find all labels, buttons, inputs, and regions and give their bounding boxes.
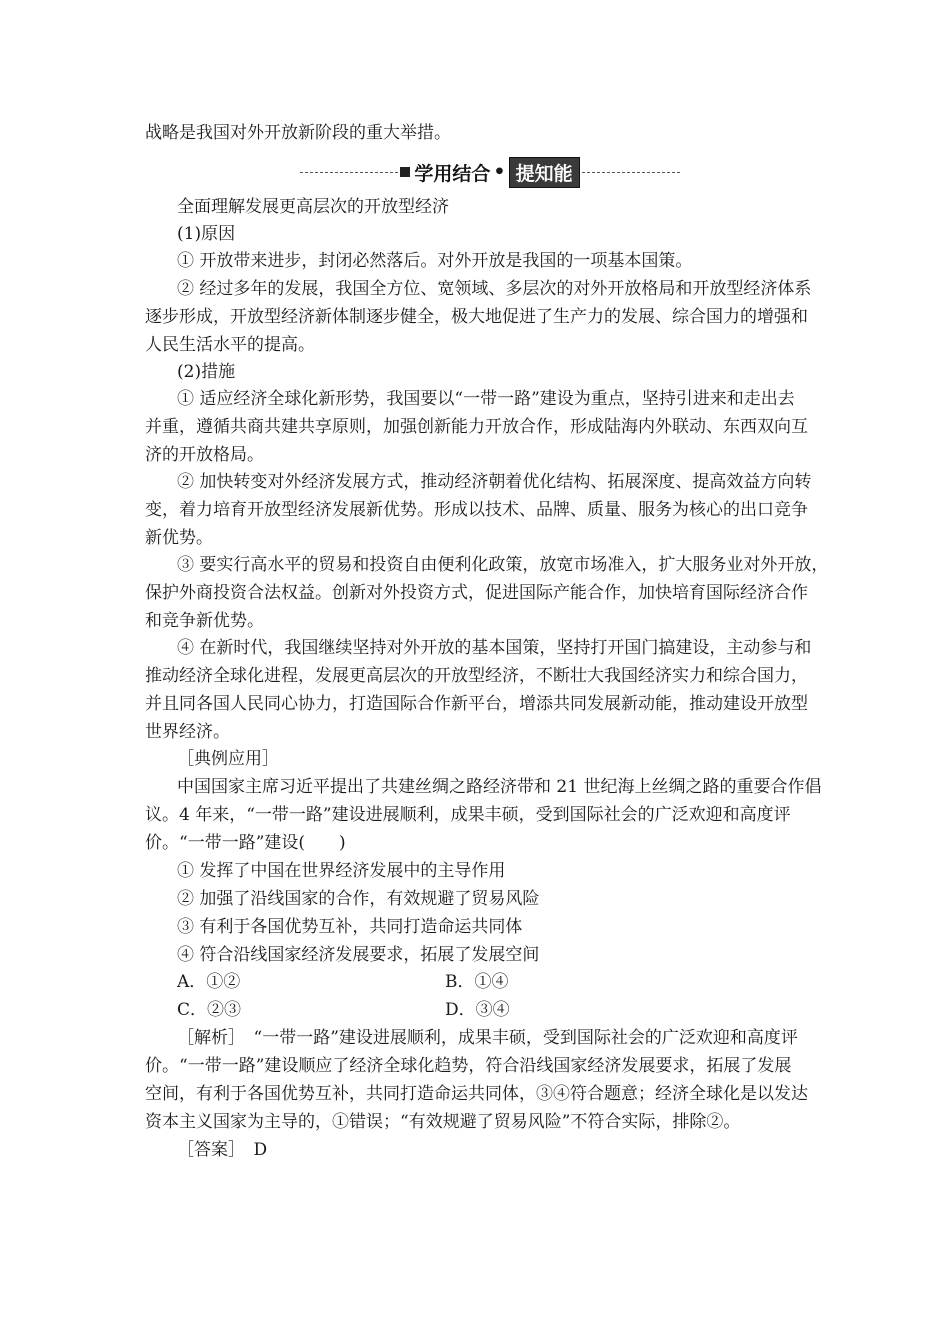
choice-c: C．②③	[177, 1000, 242, 1020]
paragraph-line: 新优势。	[145, 528, 213, 548]
question-line: 价。“一带一路”建设( )	[145, 833, 346, 853]
analysis-line: 空间，有利于各国优势互补，共同打造命运共同体，③④符合题意；经济全球化是以发达	[145, 1084, 808, 1104]
banner-dashed-rule-right	[582, 172, 680, 173]
analysis-line: ［解析］ “一带一路”建设进展顺利，成果丰硕，受到国际社会的广泛欢迎和高度评	[177, 1028, 798, 1048]
paragraph-line: 并且同各国人民同心协力，打造国际合作新平台，增添共同发展新动能，推动建设开放型	[145, 694, 808, 714]
section-banner	[300, 158, 680, 186]
paragraph-line: 战略是我国对外开放新阶段的重大举措。	[145, 123, 451, 143]
paragraph-line: ① 适应经济全球化新形势，我国要以“一带一路”建设为重点，坚持引进来和走出去	[177, 389, 795, 409]
option-statement: ② 加强了沿线国家的合作，有效规避了贸易风险	[177, 889, 540, 909]
example-heading: ［典例应用］	[177, 749, 279, 769]
question-line: 中国国家主席习近平提出了共建丝绸之路经济带和 21 世纪海上丝绸之路的重要合作倡	[177, 777, 822, 797]
paragraph-line: 逐步形成，开放型经济新体制逐步健全，极大地促进了生产力的发展、综合国力的增强和	[145, 307, 808, 327]
paragraph-line: 和竞争新优势。	[145, 611, 264, 631]
paragraph-line: 人民生活水平的提高。	[145, 335, 315, 355]
option-statement: ③ 有利于各国优势互补，共同打造命运共同体	[177, 917, 523, 937]
banner-dashed-rule-left	[300, 172, 398, 173]
paragraph-line: ③ 要实行高水平的贸易和投资自由便利化政策，放宽市场准入，扩大服务业对外开放，	[177, 555, 829, 575]
square-bullet-icon	[400, 167, 410, 177]
subheading-measures: (2)措施	[177, 362, 236, 382]
choice-b: B．①④	[445, 972, 509, 992]
paragraph-line: 济的开放格局。	[145, 445, 264, 465]
banner-title: 学用结合	[414, 162, 491, 185]
paragraph-line: 并重，遵循共商共建共享原则，加强创新能力开放合作，形成陆海内外联动、东西双向互	[145, 417, 808, 437]
paragraph-line: 保护外商投资合法权益。创新对外投资方式，促进国际产能合作，加快培育国际经济合作	[145, 583, 808, 603]
choice-a: A．①②	[177, 972, 241, 992]
paragraph-line: ① 开放带来进步，封闭必然落后。对外开放是我国的一项基本国策。	[177, 251, 693, 271]
banner-highlight: 提知能	[509, 157, 580, 188]
paragraph-line: ④ 在新时代，我国继续坚持对外开放的基本国策，坚持打开国门搞建设，主动参与和	[177, 638, 812, 658]
paragraph-line: 世界经济。	[145, 722, 230, 742]
option-statement: ④ 符合沿线国家经济发展要求，拓展了发展空间	[177, 945, 540, 965]
analysis-line: 资本主义国家为主导的，①错误；“有效规避了贸易风险”不符合实际，排除②。	[145, 1112, 741, 1132]
paragraph-line: 变，着力培育开放型经济发展新优势。形成以技术、品牌、质量、服务为核心的出口竞争	[145, 500, 808, 520]
subheading-reason: (1)原因	[177, 224, 236, 244]
answer-line: ［答案］ D	[177, 1140, 268, 1160]
section-heading: 全面理解发展更高层次的开放型经济	[177, 197, 449, 217]
analysis-line: 价。“一带一路”建设顺应了经济全球化趋势，符合沿线国家经济发展要求，拓展了发展	[145, 1056, 792, 1076]
question-line: 议。4 年来，“一带一路”建设进展顺利，成果丰硕，受到国际社会的广泛欢迎和高度评	[145, 805, 791, 825]
option-statement: ① 发挥了中国在世界经济发展中的主导作用	[177, 861, 506, 881]
paragraph-line: ② 加快转变对外经济发展方式，推动经济朝着优化结构、拓展深度、提高效益方向转	[177, 472, 812, 492]
banner-dot: •	[493, 161, 506, 183]
choice-d: D．③④	[445, 1000, 510, 1020]
paragraph-line: 推动经济全球化进程，发展更高层次的开放型经济，不断壮大我国经济实力和综合国力，	[145, 666, 808, 686]
paragraph-line: ② 经过多年的发展，我国全方位、宽领域、多层次的对外开放格局和开放型经济体系	[177, 279, 812, 299]
